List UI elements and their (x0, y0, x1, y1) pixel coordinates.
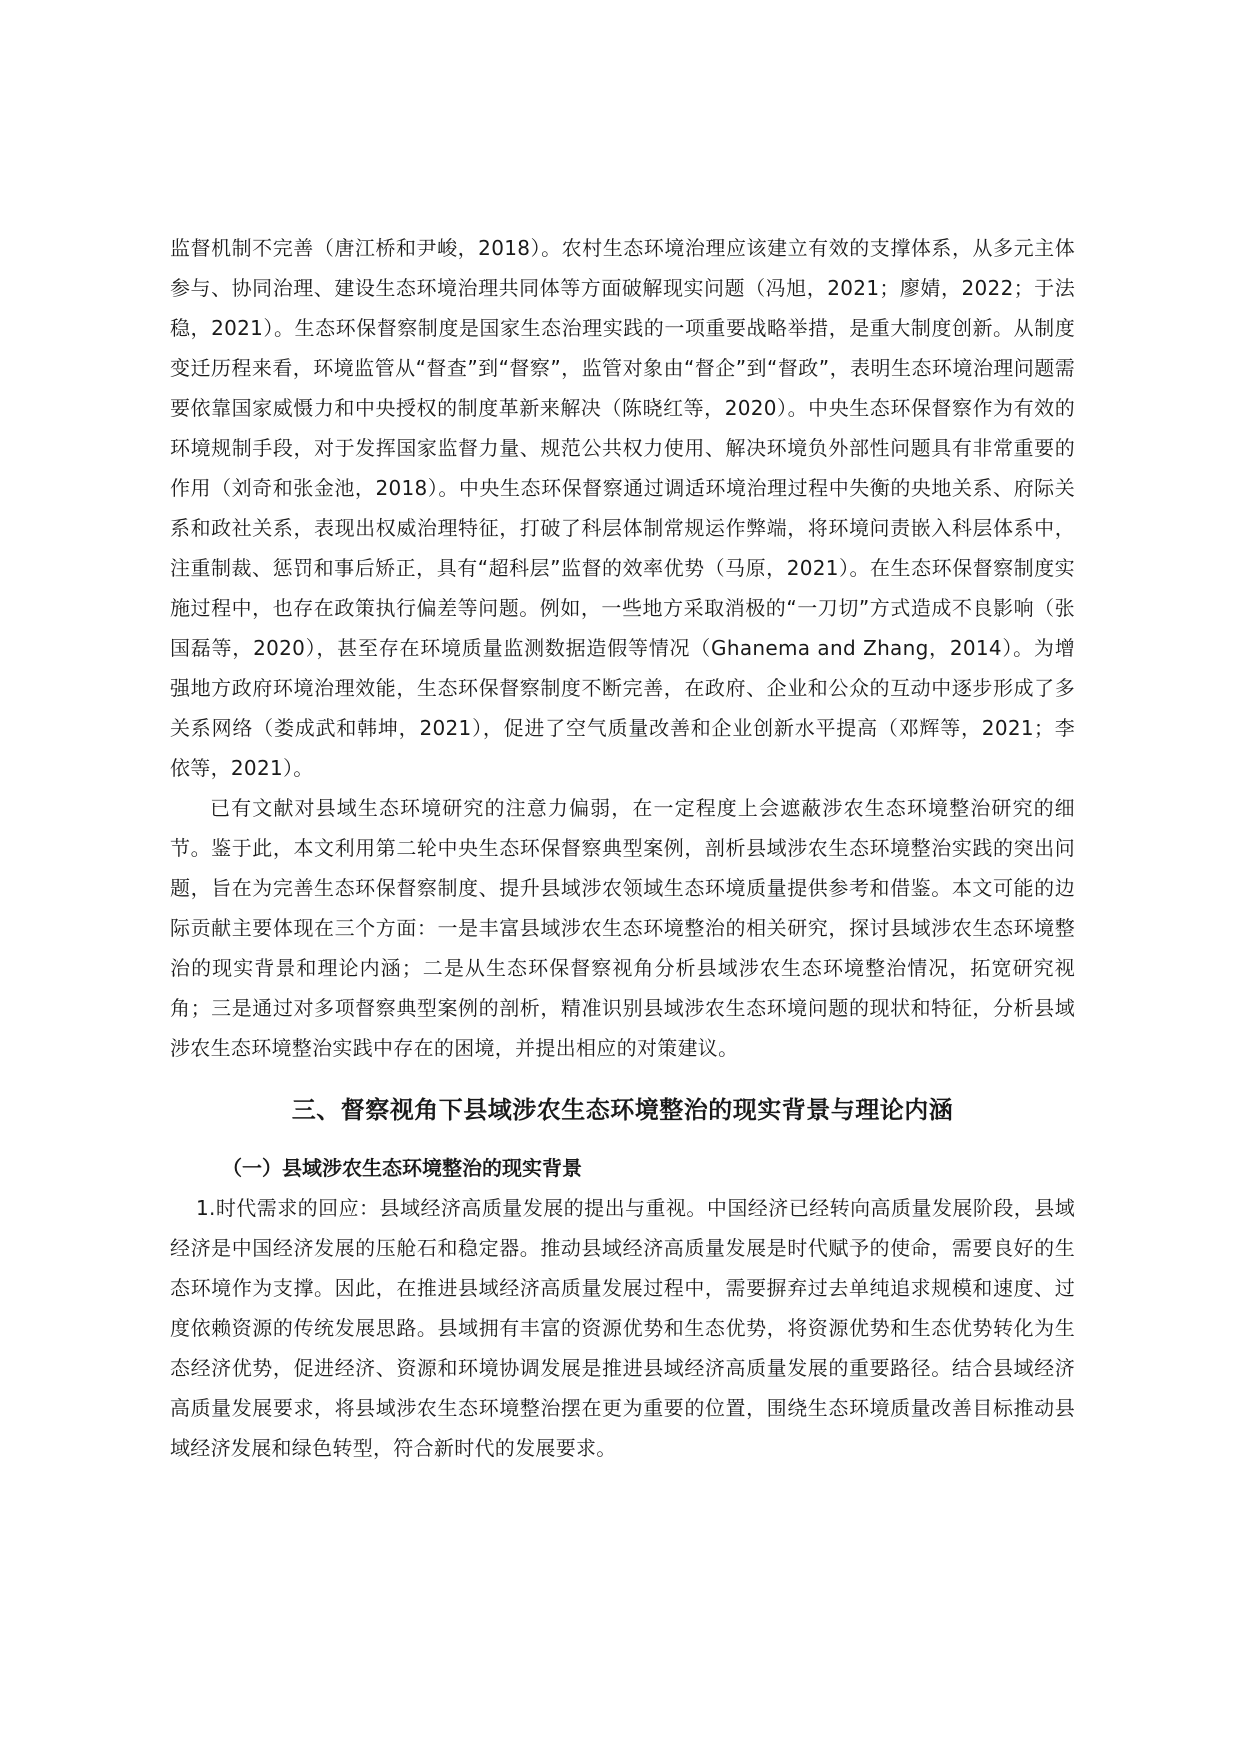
subsection-heading: （一）县域涉农生态环境整治的现实背景 (222, 1156, 582, 1180)
page-content (170, 228, 1075, 1468)
section-heading: 三、督察视角下县域涉农生态环境整治的现实背景与理论内涵 (291, 1096, 954, 1124)
paragraph-literature-review: 监督机制不完善（唐江桥和尹峻，2018）。农村生态环境治理应该建立有效的支撑体系，从多元主体参与、协同治理、建设生态环境治理共同体等方面破解现实问题（冯旭，2021；廖婧，2022；于法稳，2021）。生态环保督察制度是国家生态治理实践的一项重要战略举措，是重大制度创新。从制度变迁历程来看，环境监管从“督查”到“督察”，监管对象由“督企”到“督政”，表明生态环境治理问题需要依靠国家威慑力和中央授权的制度革新来解决（陈晓红等，2020）。中央生态环保督察作为有效的环境规制手段，对于发挥国家监督力量、规范公共权力使用、解决环境负外部性问题具有非常重要的作用（刘奇和张金池，2018）。中央生态环保督察通过调适环境治理过程中失衡的央地关系、府际关系和政社关系，表现出权威治理特征，打破了科层体制常规运作弊端，将环境问责嵌入科层体系中，注重制裁、惩罚和事后矫正，具有“超科层”监督的效率优势（马原，2021）。在生态环保督察制度实施过程中，也存在政策执行偏差等问题。例如，一些地方采取消极的“一刀切”方式造成不良影响（张国磊等，2020），甚至存在环境质量监测数据造假等情况（Ghanema and Zhang，2014）。为增强地方政府环境治理效能，生态环保督察制度不断完善，在政府、企业和公众的互动中逐步形成了多关系网络（娄成武和韩坤，2021），促进了空气质量改善和企业创新水平提高（邓辉等，2021；李依等，2021）。 (170, 236, 1075, 780)
paragraph-contribution: 已有文献对县域生态环境研究的注意力偏弱，在一定程度上会遮蔽涉农生态环境整治研究的细节。鉴于此，本文利用第二轮中央生态环保督察典型案例，剖析县域涉农生态环境整治实践的突出问题，旨在为完善生态环保督察制度、提升县域涉农领域生态环境质量提供参考和借鉴。本文可能的边际贡献主要体现在三个方面：一是丰富县域涉农生态环境整治的相关研究，探讨县域涉农生态环境整治的现实背景和理论内涵；二是从生态环保督察视角分析县域涉农生态环境整治情况，拓宽研究视角；三是通过对多项督察典型案例的剖析，精准识别县域涉农生态环境问题的现状和特征，分析县域涉农生态环境整治实践中存在的困境，并提出相应的对策建议。 (170, 796, 1075, 1060)
paragraph-point-1: 1.时代需求的回应：县域经济高质量发展的提出与重视。中国经济已经转向高质量发展阶段，县域经济是中国经济发展的压舱石和稳定器。推动县域经济高质量发展是时代赋予的使命，需要良好的生态环境作为支撑。因此，在推进县域经济高质量发展过程中，需要摒弃过去单纯追求规模和速度、过度依赖资源的传统发展思路。县域拥有丰富的资源优势和生态优势，将资源优势和生态优势转化为生态经济优势，促进经济、资源和环境协调发展是推进县域经济高质量发展的重要路径。结合县域经济高质量发展要求，将县域涉农生态环境整治摆在更为重要的位置，围绕生态环境质量改善目标推动县域经济发展和绿色转型，符合新时代的发展要求。 (170, 1196, 1075, 1460)
